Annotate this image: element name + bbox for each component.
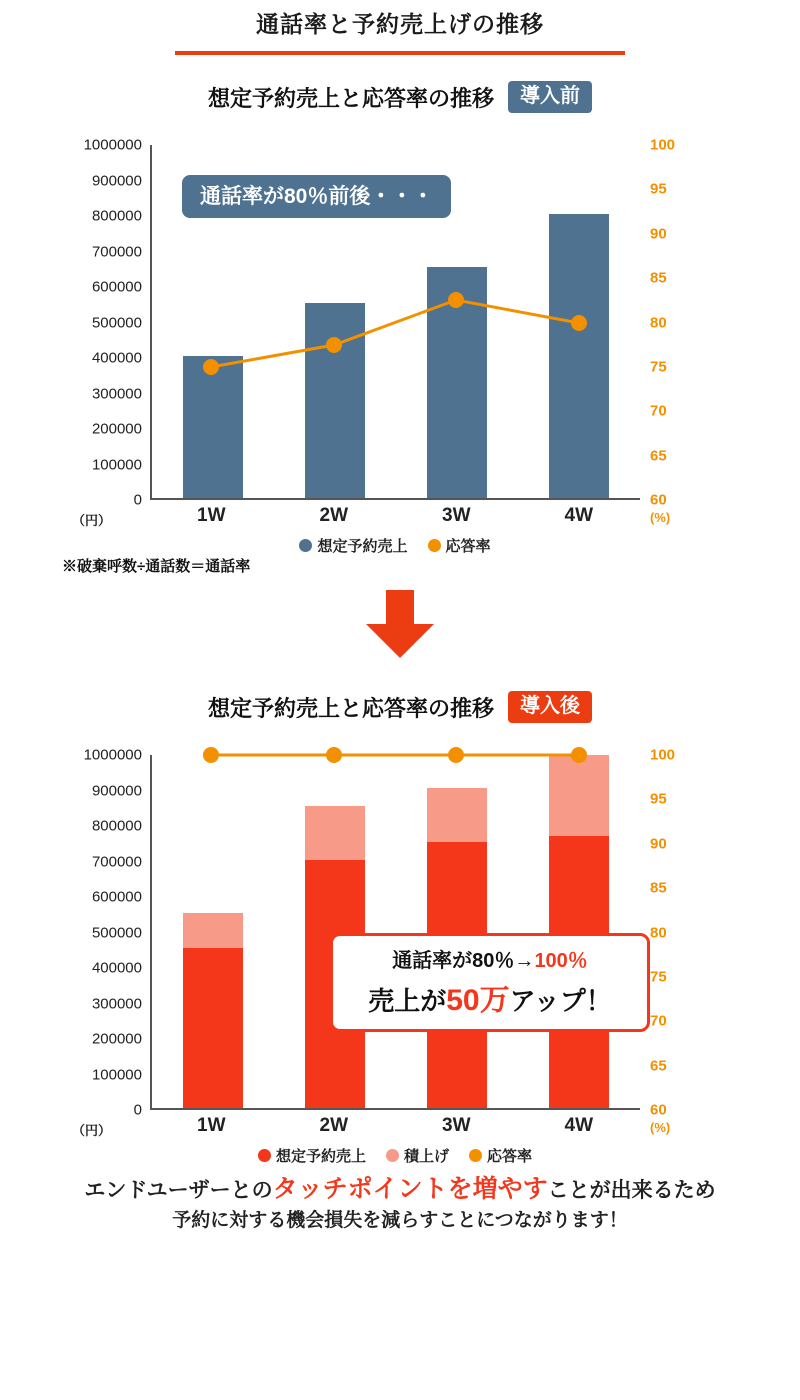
before-callout-bubble: 通話率が80％前後・・・ [182,175,451,218]
y2-tick: 85 [650,269,667,287]
transition-arrow [0,590,800,665]
before-legend [150,535,640,556]
y-tick: 0 [133,1101,142,1119]
y-tick: 300000 [91,385,142,402]
legend-swatch-icon [299,539,312,552]
title-rule [175,51,625,55]
legend-swatch-icon [258,1149,271,1162]
after-badge: 導入後 [508,691,592,723]
y-tick: 900000 [91,782,142,799]
y2-tick: 65 [650,1057,667,1075]
x-tick: 3W [442,505,471,526]
after-heading-label: 想定予約売上と応答率の推移 [207,695,494,721]
x-tick: 4W [564,505,593,526]
y2-tick: 100 [650,136,676,154]
y2-tick: 80 [650,314,667,331]
footer-line1-suffix: ことが出来るため [547,1179,716,1202]
y2-tick: 80 [650,924,667,941]
legend-label: 積上げ [403,1148,449,1165]
before-heading-label: 想定予約売上と応答率の推移 [207,85,494,111]
y-tick: 600000 [91,888,142,906]
y-tick: 400000 [91,959,142,977]
x-tick: 2W [319,505,348,526]
y2-tick: 100 [650,746,676,764]
y-tick: 800000 [91,207,142,225]
callout-line-1 [343,944,637,973]
x-tick: 1W [197,1115,226,1136]
y-tick: 700000 [91,853,142,870]
before-note: ※破棄呼数÷通話数＝通話率 [62,558,251,575]
y-tick: 200000 [91,420,142,438]
legend-item [469,1145,532,1166]
x-tick: 2W [319,1115,348,1136]
legend-swatch-icon [386,1149,399,1162]
y2-tick: 60 [650,491,667,509]
callout-line1-highlight: 100％ [534,950,588,972]
before-section-heading [0,81,800,113]
y2-tick: 85 [650,879,667,897]
y2-tick: 75 [650,968,667,986]
footer-line1-highlight: タッチポイントを増やす [272,1175,548,1203]
after-y-axis-labels [52,746,142,1119]
y-tick: 1000000 [83,136,142,154]
y-tick: 700000 [91,243,142,260]
y2-tick: 70 [650,1012,667,1030]
y2-tick: 65 [650,447,667,465]
callout-line2-highlight: 50万 [446,984,510,1017]
y-tick: 900000 [91,172,142,189]
y-tick: 600000 [91,278,142,296]
legend-item [299,535,407,556]
legend-swatch-icon [428,539,441,552]
callout-line2-prefix: 売上が [368,986,447,1016]
after-left-axis-unit: （円） [72,1123,112,1138]
callout-line1-text: 通話率が80％→ [392,950,535,972]
chart-after [0,737,800,1165]
y2-tick: 90 [650,835,667,853]
footer-line1-prefix: エンドユーザーとの [84,1179,273,1202]
y-tick: 200000 [91,1030,142,1048]
legend-label: 応答率 [487,1148,533,1165]
y-tick: 300000 [91,995,142,1012]
before-y2-axis-labels [650,136,740,509]
page-title: 通話率と予約売上げの推移 [256,11,544,37]
x-tick: 3W [442,1115,471,1136]
legend-swatch-icon [469,1149,482,1162]
legend-label: 想定予約売上 [275,1148,366,1165]
chart-before [0,127,800,555]
callout-line2-suffix: アップ！ [509,986,612,1016]
y-tick: 100000 [91,1066,142,1083]
down-arrow-icon [360,590,440,660]
before-x-axis-labels [150,505,640,527]
after-right-axis-unit: (%) [650,1120,671,1135]
legend-label: 想定予約売上 [317,538,408,555]
legend-item [258,1145,366,1166]
y2-tick: 60 [650,1101,667,1119]
footer-message [0,1171,800,1235]
y2-tick: 95 [650,180,667,198]
x-tick: 1W [197,505,226,526]
before-y-axis-labels [52,136,142,509]
y-tick: 400000 [91,349,142,367]
y2-tick: 90 [650,225,667,243]
callout-line-2 [343,975,637,1019]
legend-item [428,535,491,556]
y2-tick: 95 [650,790,667,808]
after-section-heading [0,691,800,723]
after-callout-box [330,933,650,1032]
y2-tick: 70 [650,402,667,420]
legend-item [386,1145,449,1166]
y-tick: 500000 [91,314,142,331]
after-x-axis-labels [150,1115,640,1137]
y-tick: 1000000 [83,746,142,764]
x-tick: 4W [564,1115,593,1136]
y2-tick: 75 [650,358,667,376]
before-badge: 導入前 [508,81,592,113]
y-tick: 0 [133,491,142,509]
y-tick: 100000 [91,456,142,473]
before-right-axis-unit: (%) [650,510,671,525]
y-tick: 500000 [91,924,142,941]
footer-line-1 [0,1171,800,1207]
after-legend [150,1145,640,1166]
after-y2-axis-labels [650,746,740,1119]
footer-line-2: 予約に対する機会損失を減らすことにつながります！ [172,1210,628,1232]
before-left-axis-unit: （円） [72,513,112,528]
y-tick: 800000 [91,817,142,835]
legend-label: 応答率 [445,538,491,555]
